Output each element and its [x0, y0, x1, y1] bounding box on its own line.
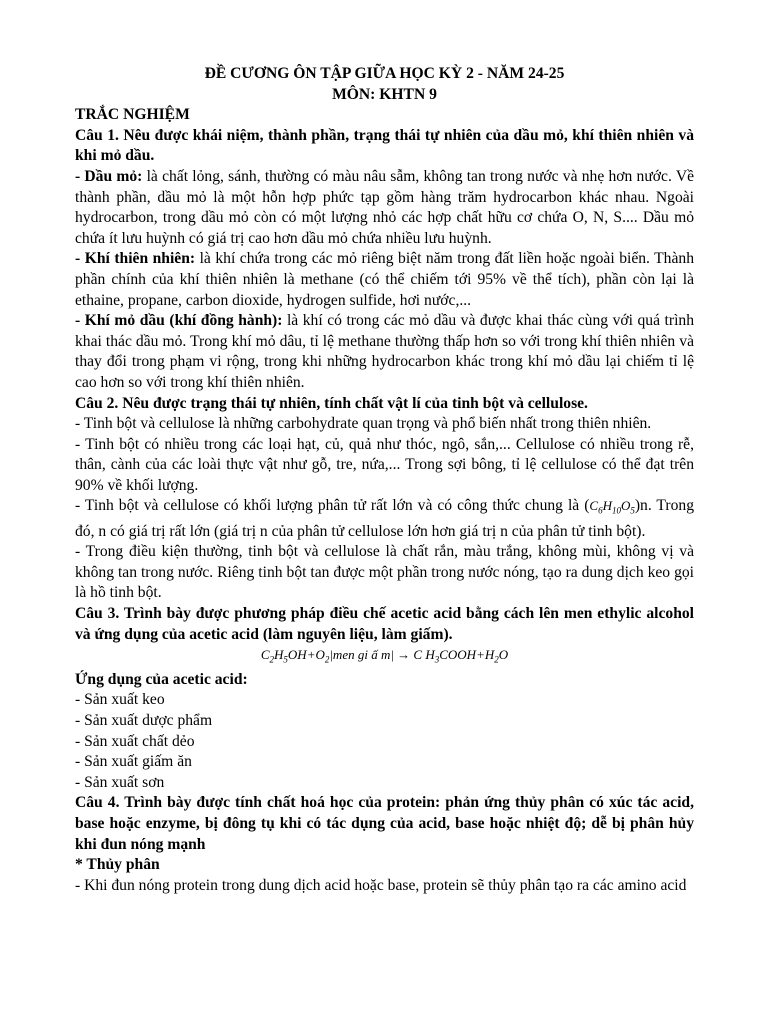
q2-paragraph-4: - Trong điều kiện thường, tinh bột và cellulose là chất rắn, màu trắng, không mùi, không vị và không tan trong nước. Riêng tinh bột tan được một phần trong nước nóng, tạo ra dung dịch keo gọi là hồ tinh bột. — [75, 543, 694, 602]
q2-paragraph-1: - Tinh bột và cellulose là những carbohydrate quan trọng và phổ biến nhất trong thiên nhiên. — [75, 415, 652, 433]
q3-application-item: - Sản xuất giấm ăn — [75, 753, 192, 771]
q2-paragraph-3 — [75, 496, 694, 542]
q1-khi-mo-dau-label: - Khí mỏ dầu (khí đồng hành): — [75, 312, 283, 330]
section-title: TRẮC NGHIỆM — [75, 106, 190, 124]
q3-application-item: - Sản xuất dược phẩm — [75, 712, 213, 729]
question-4: Câu 4. Trình bày được tính chất hoá học của protein: phản ứng thủy phân có xúc tác acid, base hoặc enzyme, bị đông tụ khi có tác dụng của acid, base hoặc nhiệt độ; dễ bị phân hủy khi đun nóng mạnh — [75, 794, 694, 853]
document-title: ĐỀ CƯƠNG ÔN TẬP GIỮA HỌC KỲ 2 - NĂM 24-25 — [204, 65, 565, 82]
subject-title: MÔN: KHTN 9 — [332, 85, 437, 103]
q4-paragraph-1: - Khi đun nóng protein trong dung dịch acid hoặc base, protein sẽ thủy phân tạo ra các amino acid — [75, 876, 687, 894]
q1-khi-mo-dau-paragraph — [75, 311, 694, 393]
q3-application-item: - Sản xuất sơn — [75, 773, 165, 791]
q2-p3-before: - Tinh bột và cellulose có khối lượng phân tử rất lớn và có công thức chung là ( — [75, 497, 590, 515]
q1-khi-thien-nhien-text: là khí chứa trong các mỏ riêng biệt năm trong đất liền hoặc ngoài biển. Thành phần chính của khí thiên nhiên là methane (có thể chiếm tới 95% về thể tích), phần còn lại là ethaine, propane, carbon dioxide, hydrogen sulfide, hơi nước,... — [75, 250, 694, 309]
q1-khi-thien-nhien-paragraph — [75, 249, 694, 311]
q2-paragraph-2: - Tinh bột có nhiều trong các loại hạt, củ, quả như thóc, ngô, sắn,... Cellulose có nhiều trong rễ, thân, cành của các loài thực vật như gỗ, tre, nứa,... Trong sợi bông, tỉ lệ cellulose có thể đạt trên 90% về khối lượng. — [75, 435, 694, 494]
q1-khi-mo-dau-text: là khí có trong các mỏ dầu và được khai thác cùng với quá trình khai thác dầu mỏ. Trong khí mỏ dâu, tỉ lệ methane thường thấp hơn so với trong khí thiên nhiên và thay đổi trong phạm vi rộng, trong khi những hydrocarbon khác trong khí mỏ dầu lại chiếm tỉ lệ cao hơn so với trong khí thiên nhiên. — [75, 312, 694, 391]
question-3: Câu 3. Trình bày được phương pháp điều chế acetic acid bằng cách lên men ethylic alcohol và ứng dụng của acetic acid (làm nguyên liệu, làm giấm). — [75, 605, 694, 643]
q1-dau-mo-text: là chất lỏng, sánh, thường có màu nâu sẫm, không tan trong nước và nhẹ hơn nước. Về thành phần, dầu mỏ là một hỗn hợp phức tạp gồm hàng trăm hydrocarbon khác nhau. Ngoài hydrocarbon, trong dầu mỏ còn có một lượng nhỏ các hợp chất hữu cơ chứa O, N, S.... Dầu mỏ chứa ít lưu huỳnh có giá trị cao hơn dầu mỏ chứa nhiều lưu huỳnh. — [75, 167, 694, 247]
q2-p3-after: )n. Trong đó, n có giá trị rất lớn (giá trị n của phân tử cellulose lớn hơn giá trị n của phân tử tinh bột). — [75, 497, 694, 540]
question-1: Câu 1. Nêu được khái niệm, thành phần, trạng thái tự nhiên của dầu mỏ, khí thiên nhiên và khi mỏ dầu. — [75, 126, 694, 165]
q3-application-item: - Sản xuất chất dẻo — [75, 732, 195, 750]
q3-application-item: - Sản xuất keo — [75, 691, 165, 709]
document-page — [75, 64, 694, 896]
q3-applications-heading: Ứng dụng của acetic acid: — [75, 670, 248, 688]
q4-subheading: * Thủy phân — [75, 856, 160, 874]
q1-dau-mo-label: - Dầu mỏ: — [75, 167, 143, 185]
q3-equation: $C_2H_5OH+O_2|men$ gi ấ m| → C $H_3COOH+H_2O$ — [260, 647, 509, 665]
q1-dau-mo-paragraph — [75, 167, 694, 249]
q1-khi-thien-nhien-label: - Khí thiên nhiên: — [75, 250, 196, 268]
q2-formula: $C_6H_{10}O_5$ — [589, 498, 635, 517]
question-2: Câu 2. Nêu được trạng thái tự nhiên, tính chất vật lí của tinh bột và cellulose. — [75, 394, 588, 412]
